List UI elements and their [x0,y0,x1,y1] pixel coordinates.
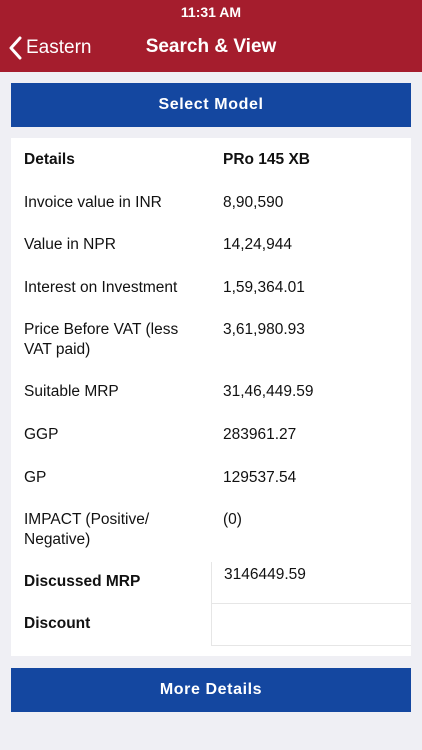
gp-value: 129537.54 [223,469,297,486]
details-card [11,138,411,656]
details-label: Details [24,151,75,168]
suitable-mrp-label: Suitable MRP [24,383,119,400]
bottom-area [0,724,422,750]
price-before-vat-value: 3,61,980.93 [223,321,305,338]
ggp-label: GGP [24,426,59,443]
price-before-vat-label: Price Before VAT (less VAT paid) [24,321,179,358]
select-model-button[interactable]: Select Model [11,83,411,127]
back-label: Eastern [26,37,92,58]
discussed-mrp-label: Discussed MRP [24,573,141,590]
discussed-mrp-input[interactable] [211,562,411,604]
navigation-bar [0,0,422,72]
invoice-value-label: Invoice value in INR [24,194,162,211]
interest-label: Interest on Investment [24,279,178,296]
value-npr-label: Value in NPR [24,236,116,253]
impact-label: IMPACT (Positive/ Negative) [24,511,150,548]
impact-value: (0) [223,511,242,528]
page-title: Search & View [145,36,277,57]
value-npr: 14,24,944 [223,236,292,253]
more-details-button[interactable]: More Details [11,668,411,712]
interest-value: 1,59,364.01 [223,279,305,296]
status-time: 11:31 AM [180,4,242,20]
invoice-value: 8,90,590 [223,194,284,211]
discussed-mrp-value: 3146449.59 [224,566,306,583]
gp-label: GP [24,469,47,486]
suitable-mrp-value: 31,46,449.59 [223,383,314,400]
ggp-value: 283961.27 [223,426,297,443]
model-name-value: PRo 145 XB [223,151,311,168]
discount-label: Discount [24,615,91,632]
discount-input[interactable] [211,604,411,646]
